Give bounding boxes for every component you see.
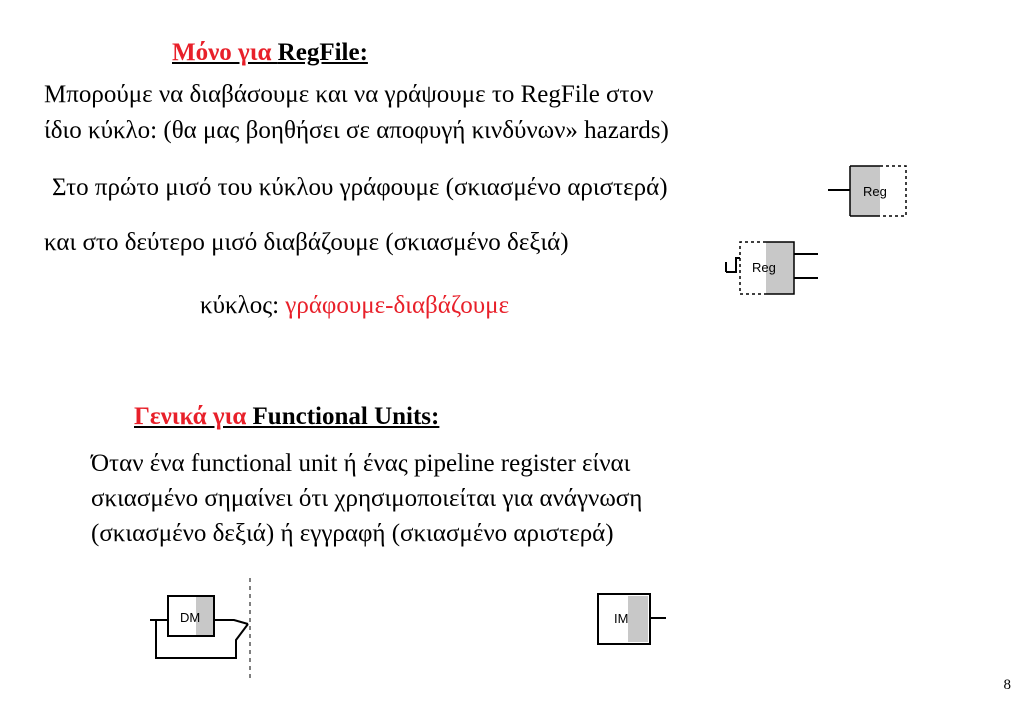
functional-units-heading-prefix: Γενικά για (134, 403, 253, 430)
regfile-heading-prefix: Μόνο για (172, 39, 278, 66)
dm-diagram (148, 578, 256, 678)
regfile-line-4: και στο δεύτερο μισό διαβάζουμε (σκιασμένο δεξιά) (44, 229, 569, 256)
regfile-line-1: Μπορούμε να διαβάσουμε και να γράψουμε το RegFile στον (44, 81, 654, 108)
functional-units-line-3: (σκιασμένο δεξιά) ή εγγραφή (σκιασμένο αριστερά) (91, 520, 614, 547)
functional-units-line-1: Όταν ένα functional unit ή ένας pipeline register είναι (91, 450, 631, 477)
regfile-line-2: ίδιο κύκλο: (θα μας βοηθήσει σε αποφυγή κινδύνων» hazards) (44, 117, 669, 144)
regfile-line-3: Στο πρώτο μισό του κύκλου γράφουμε (σκιασμένο αριστερά) (52, 174, 668, 201)
functional-units-heading-main: Functional Units: (252, 403, 440, 430)
page-number: 8 (1003, 677, 1011, 693)
cycle-value: γράφουμε-διαβάζουμε (285, 292, 510, 319)
cycle-label: κύκλος: (200, 292, 286, 319)
reg-write-diagram (828, 162, 912, 220)
functional-units-heading (134, 402, 439, 432)
im-diagram (594, 590, 674, 648)
reg-read-diagram (722, 238, 824, 298)
functional-units-line-2: σκιασμένο σημαίνει ότι χρησιμοποιείται για ανάγνωση (91, 485, 643, 512)
dm-label: DM (180, 610, 201, 625)
cycle-line (200, 291, 509, 321)
regfile-heading (172, 38, 368, 68)
reg-write-label: Reg (863, 184, 887, 199)
reg-read-label: Reg (752, 260, 776, 275)
regfile-heading-main: RegFile: (277, 39, 368, 66)
im-label: IM (614, 611, 629, 626)
